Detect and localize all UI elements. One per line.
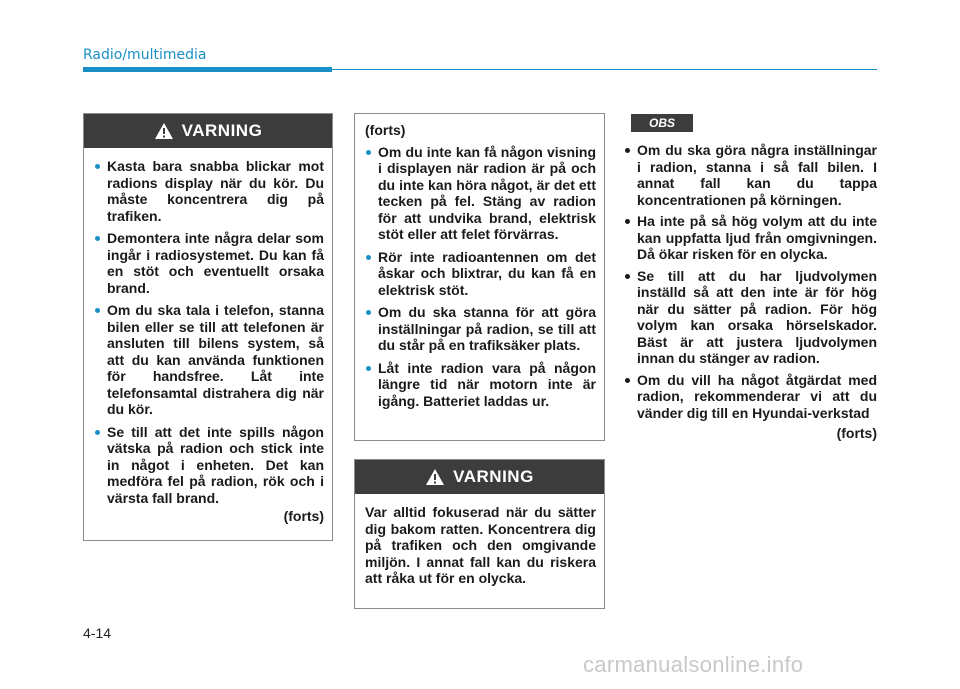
list-item: Om du ska stanna för att göra inställningar på radion, se till att du står på en trafiksäker plats. [365,304,596,354]
warning-triangle-icon [425,468,445,486]
warning-title: VARNING [181,121,263,140]
continued-label: (forts) [836,425,877,441]
warning-triangle-icon [154,122,174,140]
list-item: Se till att det inte spills någon vätska på radion och stick inte in något i enheten. Det kan medföra fel på radion, rök och i värsta fall brand. [94,424,324,507]
continued-label: (forts) [283,508,324,524]
warning-box-left [83,113,333,541]
list-item: Om du vill ha något åtgärdat med radion, rekommenderar vi att du vänder dig till en Hyundai-verkstad [624,372,877,422]
list-item: Demontera inte några delar som ingår i radiosystemet. Du kan få en stöt och eventuellt orsaka brand. [94,230,324,296]
obs-note [624,142,877,442]
header-rule-thick [83,67,332,72]
warning-text: Var alltid fokuserad när du sätter dig bakom ratten. Koncentrera dig på trafiken och den omgivande miljön. I annat fall kan du riskera att råka ut för en olycka. [365,504,596,586]
continued-label: (forts) [365,122,406,138]
list-item: Om du inte kan få någon visning i displayen när radion är på och du inte kan höra något, är det ett tecken på fel. Stäng av radion för att undvika brand, elektrisk stöt eller att felet förvärras. [365,144,596,243]
list-item: Om du ska göra några inställningar i radion, stanna i så fall bilen. I annat fall kan du tappa koncentrationen på körningen. [624,142,877,208]
list-item: Låt inte radion vara på någon längre tid när motorn inte är igång. Batteriet laddas ur. [365,360,596,410]
warning-body [355,114,604,423]
page-number: 4-14 [83,625,112,641]
warning-body [355,494,604,595]
warning-title: VARNING [453,467,534,486]
warning-header [84,114,332,148]
list-item: Ha inte på så hög volym att du inte kan uppfatta ljud från omgivningen. Då ökar risken för en olycka. [624,213,877,263]
header-rule-thin [332,69,877,70]
warning-box-middle [354,459,605,609]
list-item: Se till att du har ljudvolymen inställd så att den inte är för hög när du sätter på radion. För hög volym kan orsaka hörselskador. Bäst är att justera ljudvolymen innan du stänger av radion. [624,268,877,367]
warning-body [84,148,332,533]
section-title: Radio/multimedia [83,47,207,63]
list-item: Om du ska tala i telefon, stanna bilen eller se till att telefonen är ansluten till bilens system, så att du kan använda funktionen för handsfree. Låt inte telefonsamtal distrahera dig när du kör. [94,302,324,418]
continued-warning-box [354,113,605,441]
watermark: carmanualsonline.info [583,652,804,677]
warning-header [355,460,604,494]
obs-badge: OBS [631,114,693,132]
list-item: Rör inte radioantennen om det åskar och blixtrar, du kan få en elektrisk stöt. [365,249,596,299]
list-item: Kasta bara snabba blickar mot radions display när du kör. Du måste koncentrera dig på trafiken. [94,158,324,224]
